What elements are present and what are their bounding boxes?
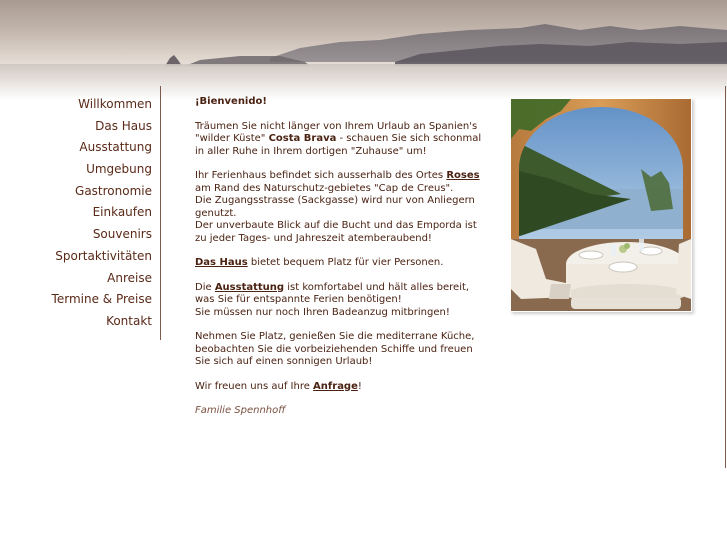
view-text: Der unverbaute Blick auf die Bucht und das Emporda ist zu jeder Tages- und Jahreszeit atemberaubend! bbox=[195, 220, 477, 244]
nav-item-umgebung[interactable]: Umgebung bbox=[86, 162, 152, 177]
location-text-a: Ihr Ferienhaus befindet sich ausserhalb des Ortes bbox=[195, 170, 447, 181]
nav-item-willkommen[interactable]: Willkommen bbox=[78, 97, 152, 111]
welcome-content bbox=[195, 96, 490, 430]
ausstattung-link[interactable]: Ausstattung bbox=[214, 281, 285, 293]
nav-item-termine-preise[interactable]: Termine & Preise bbox=[51, 292, 152, 307]
equipment-paragraph bbox=[195, 282, 490, 320]
intro-text-b: - schauen Sie sich schonmal in aller Ruhe in Ihrem dortigen "Zuhause" um! bbox=[195, 133, 482, 157]
coast-mountains-image bbox=[0, 0, 727, 100]
das-haus-link[interactable]: Das Haus bbox=[195, 257, 248, 268]
nav-item-kontakt[interactable]: Kontakt bbox=[106, 313, 152, 328]
nav-divider bbox=[160, 86, 161, 340]
anfrage-link[interactable]: Anfrage bbox=[313, 380, 358, 392]
signature: Familie Spennhoff bbox=[195, 405, 286, 416]
nav-item-das-haus[interactable]: Das Haus bbox=[95, 118, 152, 133]
main-navigation bbox=[0, 94, 152, 333]
access-road-text: Die Zugangsstrasse (Sackgasse) wird nur von Anliegern genutzt. bbox=[195, 195, 475, 219]
terrace-photo bbox=[510, 98, 692, 312]
nav-item-einkaufen[interactable]: Einkaufen bbox=[92, 205, 152, 220]
equipment-text-a: Die bbox=[195, 281, 215, 293]
enjoy-paragraph: Nehmen Sie Platz, genießen Sie die mediterrane Küche, beobachten Sie die vorbeiziehenden Schiffe und freuen Sie sich auf einen sonnigen Urlaub! bbox=[195, 331, 475, 367]
right-divider bbox=[725, 86, 726, 468]
equipment-text-b: ist komfortabel und hält alles bereit, was Sie für entspannte Ferien benötigen! bbox=[195, 281, 470, 305]
swimsuit-text: Sie müssen nur noch Ihren Badeanzug mitbringen! bbox=[195, 306, 450, 318]
house-text: bietet bequem Platz für vier Personen. bbox=[247, 257, 444, 268]
roses-link[interactable]: Roses bbox=[446, 170, 480, 181]
nav-item-souvenirs[interactable]: Souvenirs bbox=[92, 227, 152, 242]
request-paragraph bbox=[195, 381, 490, 394]
header-banner bbox=[0, 0, 727, 100]
nav-item-ausstattung[interactable]: Ausstattung bbox=[79, 140, 152, 155]
intro-text-a: Träumen Sie nicht länger von Ihrem Urlaub an Spanien's "wilder Küste" bbox=[195, 120, 478, 144]
request-text-b: ! bbox=[357, 380, 362, 392]
nav-item-anreise[interactable]: Anreise bbox=[107, 270, 152, 285]
location-text-b: am Rand des Naturschutz-gebietes "Cap de Creus". bbox=[195, 182, 454, 194]
nav-item-gastronomie[interactable]: Gastronomie bbox=[75, 183, 152, 198]
location-paragraph bbox=[195, 170, 490, 245]
costa-brava-text: Costa Brava bbox=[268, 133, 337, 144]
page-title: ¡Bienvenido! bbox=[195, 96, 267, 107]
intro-paragraph bbox=[195, 121, 490, 159]
nav-item-sportaktivitaeten[interactable]: Sportaktivitäten bbox=[55, 248, 152, 263]
house-paragraph bbox=[195, 257, 490, 270]
request-text-a: Wir freuen uns auf Ihre bbox=[195, 380, 314, 392]
